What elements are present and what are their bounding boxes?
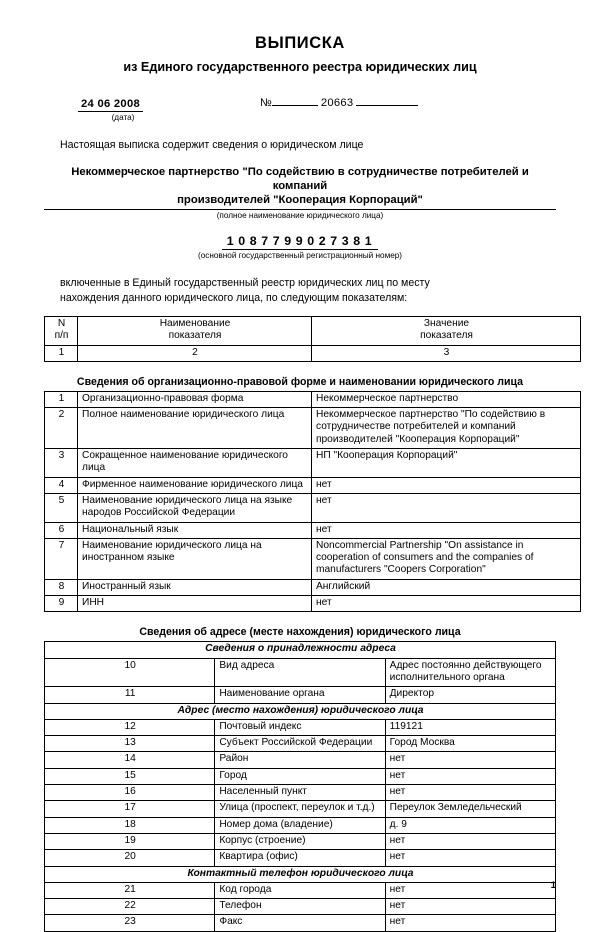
row-indicator-value: Адрес постоянно действующего исполнительного органа bbox=[385, 658, 555, 687]
company-name bbox=[44, 165, 556, 210]
row-indicator-name: Национальный язык bbox=[78, 522, 312, 538]
company-name-block bbox=[44, 165, 556, 220]
row-indicator-value: нет bbox=[385, 915, 555, 931]
table-gap-1 bbox=[44, 362, 556, 376]
document-meta-row bbox=[44, 94, 556, 122]
document-page bbox=[0, 34, 600, 928]
row-indicator-name: Код города bbox=[215, 882, 385, 898]
row-number: 11 bbox=[45, 687, 215, 703]
section-title-address: Сведения об адресе (месте нахождения) юридического лица bbox=[139, 626, 461, 639]
table-row bbox=[45, 915, 556, 931]
row-indicator-value: нет bbox=[312, 493, 581, 522]
column-header-num bbox=[45, 317, 78, 346]
subsection-header bbox=[45, 642, 556, 658]
row-number: 1 bbox=[45, 391, 78, 407]
row-number: 5 bbox=[45, 493, 78, 522]
company-name-caption: (полное наименование юридического лица) bbox=[216, 211, 384, 220]
column-header-name-line-2: показателя bbox=[168, 330, 222, 342]
row-indicator-value: Английский bbox=[312, 579, 581, 595]
row-indicator-name: Вид адреса bbox=[215, 658, 385, 687]
row-indicator-value: нет bbox=[385, 768, 555, 784]
row-number: 9 bbox=[45, 596, 78, 612]
table-row bbox=[45, 449, 581, 478]
row-indicator-value: Директор bbox=[385, 687, 555, 703]
row-indicator-value: 119121 bbox=[385, 719, 555, 735]
row-indicator-name: Организационно-правовая форма bbox=[78, 391, 312, 407]
row-indicator-name: Корпус (строение) bbox=[215, 833, 385, 849]
column-header-value bbox=[312, 317, 581, 346]
ogrn-line bbox=[44, 234, 556, 250]
row-indicator-name: Почтовый индекс bbox=[215, 719, 385, 735]
number-rule-right bbox=[356, 95, 418, 106]
row-indicator-name: Район bbox=[215, 752, 385, 768]
date-field-group bbox=[78, 94, 228, 122]
row-indicator-name: Иностранный язык bbox=[78, 579, 312, 595]
row-indicator-name: Наименование юридического лица на языке народов Российской Федерации bbox=[78, 493, 312, 522]
row-indicator-name: Населенный пункт bbox=[215, 785, 385, 801]
row-number: 7 bbox=[45, 538, 78, 579]
legal-form-table bbox=[44, 391, 581, 612]
table-row bbox=[45, 801, 556, 817]
table-row bbox=[45, 687, 556, 703]
row-indicator-value: Noncommercial Partnership "On assistance in cooperation of consumers and the companies of manufacturers "Coopers Corporation" bbox=[312, 538, 581, 579]
table-row bbox=[45, 785, 556, 801]
row-number: 16 bbox=[45, 785, 215, 801]
intro-line: Настоящая выписка содержит сведения о юридическом лице bbox=[60, 139, 364, 151]
address-table bbox=[44, 641, 556, 931]
table-row bbox=[45, 752, 556, 768]
row-indicator-value: нет bbox=[385, 882, 555, 898]
company-name-line-1: Некоммерческое партнерство "По содействию в сотрудничестве потребителей и компаний bbox=[71, 166, 529, 192]
table-row bbox=[45, 391, 581, 407]
row-number: 2 bbox=[45, 408, 78, 449]
table-row bbox=[45, 658, 556, 687]
column-index-num: 1 bbox=[45, 345, 78, 361]
table-row bbox=[45, 817, 556, 833]
row-indicator-name: Город bbox=[215, 768, 385, 784]
row-indicator-value: нет bbox=[312, 522, 581, 538]
row-indicator-value: Некоммерческое партнерство bbox=[312, 391, 581, 407]
column-index-name: 2 bbox=[78, 345, 312, 361]
row-indicator-name: ИНН bbox=[78, 596, 312, 612]
row-indicator-name: Фирменное наименование юридического лица bbox=[78, 477, 312, 493]
row-number: 4 bbox=[45, 477, 78, 493]
row-indicator-name: Улица (проспект, переулок и т.д.) bbox=[215, 801, 385, 817]
column-header-table bbox=[44, 316, 581, 362]
document-number: 20663 bbox=[320, 97, 354, 109]
table-row bbox=[45, 768, 556, 784]
row-number: 14 bbox=[45, 752, 215, 768]
row-indicator-value: нет bbox=[385, 752, 555, 768]
subsection-header-label: Сведения о принадлежности адреса bbox=[45, 642, 556, 658]
section-title-legal-form: Сведения об организационно-правовой форме и наименовании юридического лица bbox=[76, 375, 524, 388]
row-indicator-value: Некоммерческое партнерство "По содействию в сотрудничестве потребителей и компаний производителей "Кооперация Корпораций" bbox=[312, 408, 581, 449]
row-indicator-name: Квартира (офис) bbox=[215, 850, 385, 866]
row-number: 18 bbox=[45, 817, 215, 833]
column-header-value-line-1: Значение bbox=[423, 318, 470, 329]
row-number: 8 bbox=[45, 579, 78, 595]
row-indicator-value: нет bbox=[385, 899, 555, 915]
document-date: 24 06 2008 bbox=[78, 98, 143, 112]
row-number: 21 bbox=[45, 882, 215, 898]
document-number-group bbox=[260, 94, 418, 109]
subsection-header bbox=[45, 703, 556, 719]
row-number: 12 bbox=[45, 719, 215, 735]
column-header-row bbox=[45, 317, 581, 346]
table-row bbox=[45, 493, 581, 522]
column-index-value: 3 bbox=[312, 345, 581, 361]
document-subtitle: из Единого государственного реестра юридических лиц bbox=[123, 60, 477, 74]
number-rule-left bbox=[272, 95, 318, 106]
table-row bbox=[45, 408, 581, 449]
company-name-line-2: производителей "Кооперация Корпораций" bbox=[177, 194, 423, 206]
table-row bbox=[45, 899, 556, 915]
column-header-num-line-2: п/п bbox=[54, 330, 69, 342]
table-row bbox=[45, 538, 581, 579]
row-indicator-name: Сокращенное наименование юридического лица bbox=[78, 449, 312, 478]
subsection-header bbox=[45, 866, 556, 882]
subsection-header-label: Адрес (место нахождения) юридического лица bbox=[45, 703, 556, 719]
row-indicator-name: Факс bbox=[215, 915, 385, 931]
row-indicator-value: нет bbox=[312, 596, 581, 612]
row-number: 19 bbox=[45, 833, 215, 849]
table-row bbox=[45, 579, 581, 595]
row-indicator-value: Город Москва bbox=[385, 736, 555, 752]
row-indicator-value: д. 9 bbox=[385, 817, 555, 833]
row-indicator-name: Телефон bbox=[215, 899, 385, 915]
row-number: 13 bbox=[45, 736, 215, 752]
row-indicator-value: нет bbox=[385, 833, 555, 849]
ogrn-caption: (основной государственный регистрационный номер) bbox=[197, 251, 403, 260]
ogrn-block bbox=[44, 234, 556, 260]
row-number: 10 bbox=[45, 658, 215, 687]
registry-line-2: нахождения данного юридического лица, по следующим показателям: bbox=[60, 291, 408, 304]
row-indicator-name: Полное наименование юридического лица bbox=[78, 408, 312, 449]
date-caption: (дата) bbox=[111, 113, 135, 122]
row-number: 15 bbox=[45, 768, 215, 784]
column-index-row bbox=[45, 345, 581, 361]
column-header-num-line-1: N bbox=[57, 318, 66, 329]
number-symbol: № bbox=[260, 97, 272, 109]
row-indicator-value: нет bbox=[385, 785, 555, 801]
ogrn-value: 1087799027381 bbox=[222, 234, 378, 250]
row-indicator-value: нет bbox=[312, 477, 581, 493]
document-title: ВЫПИСКА bbox=[255, 34, 345, 52]
table-row bbox=[45, 850, 556, 866]
registry-line-1: включенные в Единый государственный реестр юридических лиц по месту bbox=[60, 277, 430, 289]
row-indicator-value: НП "Кооперация Корпораций" bbox=[312, 449, 581, 478]
row-number: 3 bbox=[45, 449, 78, 478]
row-indicator-name: Субъект Российской Федерации bbox=[215, 736, 385, 752]
table-row bbox=[45, 719, 556, 735]
table-gap-2 bbox=[44, 612, 556, 626]
row-indicator-name: Наименование органа bbox=[215, 687, 385, 703]
row-indicator-value: нет bbox=[385, 850, 555, 866]
row-indicator-name: Наименование юридического лица на иностранном языке bbox=[78, 538, 312, 579]
row-number: 6 bbox=[45, 522, 78, 538]
registry-paragraph bbox=[44, 276, 556, 305]
row-number: 22 bbox=[45, 899, 215, 915]
column-header-name-line-1: Наименование bbox=[159, 318, 231, 329]
table-row bbox=[45, 833, 556, 849]
column-header-name bbox=[78, 317, 312, 346]
column-header-value-line-2: показателя bbox=[420, 330, 473, 342]
table-row bbox=[45, 736, 556, 752]
row-number: 17 bbox=[45, 801, 215, 817]
table-row bbox=[45, 522, 581, 538]
subsection-header-label: Контактный телефон юридического лица bbox=[45, 866, 556, 882]
page-number: 1 bbox=[550, 880, 556, 891]
row-number: 23 bbox=[45, 915, 215, 931]
table-row bbox=[45, 596, 581, 612]
row-indicator-value: Переулок Земледельческий bbox=[385, 801, 555, 817]
table-row bbox=[45, 882, 556, 898]
row-number: 20 bbox=[45, 850, 215, 866]
table-row bbox=[45, 477, 581, 493]
row-indicator-name: Номер дома (владение) bbox=[215, 817, 385, 833]
